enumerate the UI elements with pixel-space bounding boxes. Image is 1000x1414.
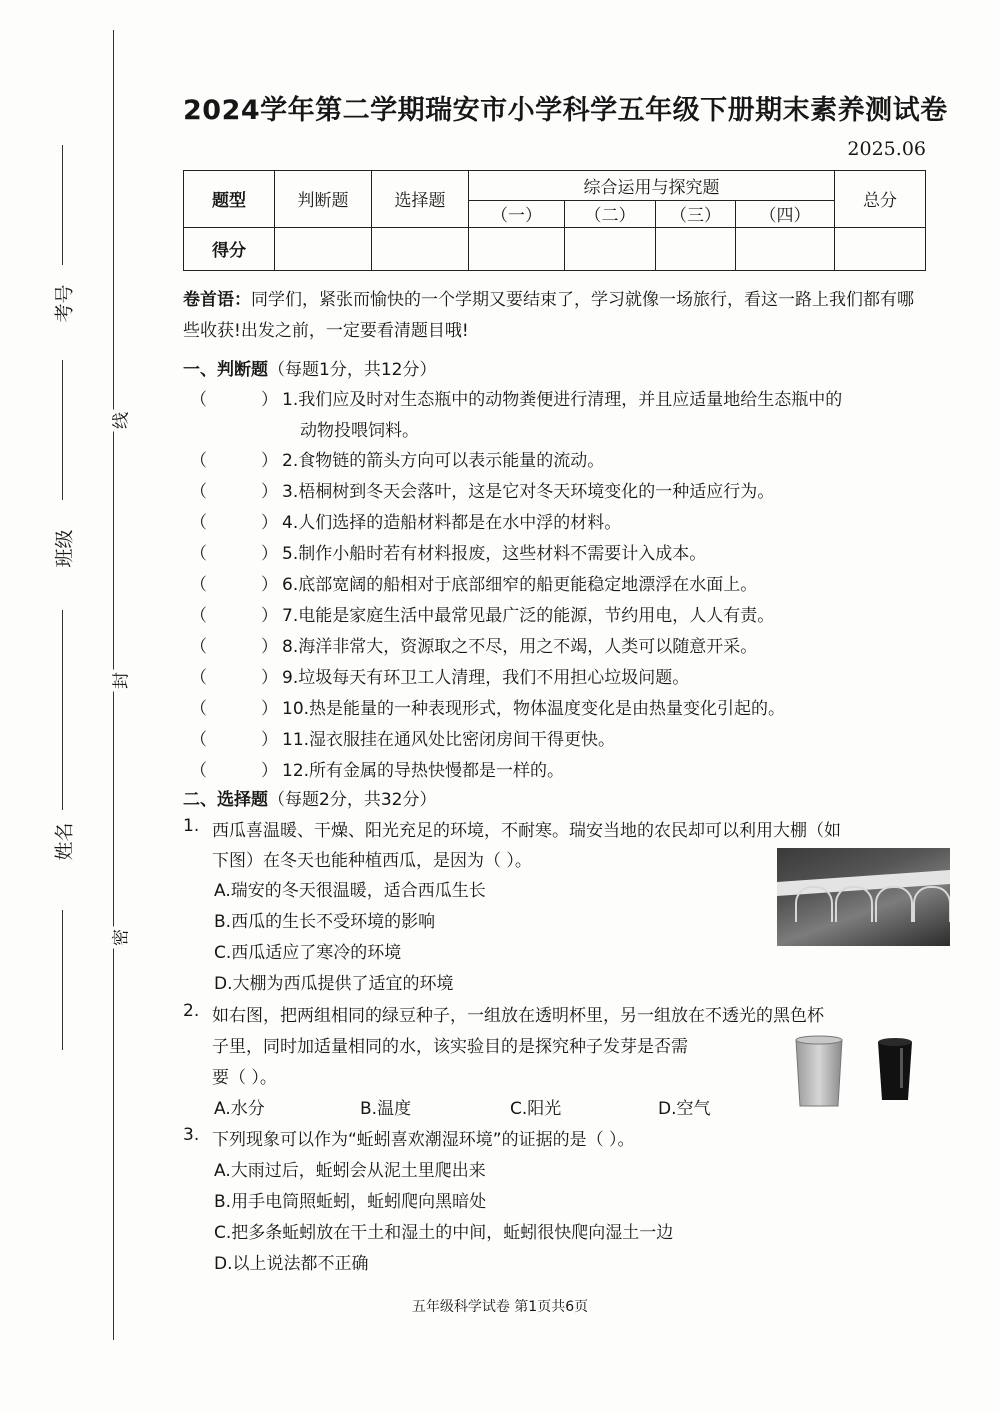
cups-illustration — [786, 1030, 926, 1110]
comp-sub-3: （三） — [656, 201, 736, 227]
tf-item-text-cont: 动物投喂饲料。 — [300, 421, 419, 441]
tf-answer-blank[interactable] — [190, 539, 282, 564]
intro-text: 同学们，紧张而愉快的一个学期又要结束了，学习就像一场旅行，看这一路上我们都有哪些收获!出发之前，一定要看清题目哦! — [183, 290, 914, 341]
tf-paren-open: （ — [190, 761, 207, 781]
tf-item — [190, 756, 930, 781]
tf-answer-blank[interactable] — [190, 508, 282, 533]
q3-option-d[interactable]: D.以上说法都不正确 — [214, 1254, 369, 1274]
tf-answer-blank[interactable] — [190, 477, 282, 502]
q3-option-c[interactable]: C.把多条蚯蚓放在干土和湿土的中间，蚯蚓很快爬向湿土一边 — [214, 1223, 674, 1243]
q2-line2: 子里，同时加适量相同的水，该实验目的是探究种子发芽是否需 — [212, 1037, 688, 1057]
tf-answer-blank[interactable] — [190, 632, 282, 657]
tf-paren-close: ） — [261, 575, 278, 595]
tf-item — [190, 632, 930, 657]
exam-no-label: 考号 — [53, 284, 76, 323]
tf-paren-open: （ — [190, 699, 207, 719]
tf-paren-open: （ — [190, 575, 207, 595]
section1-title: 一、判断题 — [183, 360, 268, 380]
tf-paren-close: ） — [261, 390, 278, 410]
tf-paren-close: ） — [261, 668, 278, 688]
tf-paren-close: ） — [261, 513, 278, 533]
score-cell-total[interactable] — [835, 227, 926, 270]
q3-line1: 下列现象可以作为“蚯蚓喜欢潮湿环境”的证据的是（ ）。 — [212, 1130, 635, 1150]
tf-item — [190, 446, 930, 471]
tf-label: 判断题 — [275, 171, 372, 228]
seal-seal-char: 封 — [107, 670, 132, 692]
q3-option-b[interactable]: B.用手电筒照蚯蚓，蚯蚓爬向黑暗处 — [214, 1192, 487, 1212]
q2-option-b[interactable]: B.温度 — [360, 1099, 412, 1119]
tf-paren-close: ） — [261, 544, 278, 564]
paper-title: 2024学年第二学期瑞安市小学科学五年级下册期末素养测试卷 — [183, 95, 948, 126]
tf-paren-open: （ — [190, 390, 207, 410]
tf-item-text: 8.海洋非常大，资源取之不尽，用之不竭，人类可以随意开采。 — [282, 637, 758, 657]
score-cell-comp-4[interactable] — [736, 227, 835, 270]
q1-option-d[interactable]: D.大棚为西瓜提供了适宜的环境 — [214, 974, 454, 994]
comp-sub-2: （二） — [565, 201, 656, 227]
transparent-cup-rim — [796, 1036, 842, 1044]
tf-item-text: 10.热是能量的一种表现形式，物体温度变化是由热量变化引起的。 — [282, 699, 786, 719]
tf-paren-open: （ — [190, 451, 207, 471]
q2-line3: 要（ ）。 — [212, 1068, 277, 1088]
tf-answer-blank[interactable] — [190, 725, 282, 750]
greenhouse-photo — [777, 848, 950, 946]
q2-option-d[interactable]: D.空气 — [658, 1099, 711, 1119]
tf-paren-open: （ — [190, 513, 207, 533]
tf-paren-close: ） — [261, 606, 278, 626]
section1-note: （每题1分，共12分） — [268, 360, 437, 380]
score-cell-comp-3[interactable] — [656, 227, 736, 270]
tf-item — [190, 539, 930, 564]
tf-item — [190, 694, 930, 719]
transparent-cup — [796, 1040, 842, 1106]
tf-answer-blank[interactable] — [190, 446, 282, 471]
tf-item-text: 2.食物链的箭头方向可以表示能量的流动。 — [282, 451, 605, 471]
tf-paren-close: ） — [261, 730, 278, 750]
tf-answer-blank[interactable] — [190, 601, 282, 626]
q2-option-a[interactable]: A.水分 — [214, 1099, 265, 1119]
tf-item-text: 9.垃圾每天有环卫工人清理，我们不用担心垃圾问题。 — [282, 668, 690, 688]
tf-item-text: 12.所有金属的导热快慢都是一样的。 — [282, 761, 565, 781]
tf-item — [190, 477, 930, 502]
comp-sub-4: （四） — [736, 201, 835, 227]
q3-option-a[interactable]: A.大雨过后，蚯蚓会从泥土里爬出来 — [214, 1161, 486, 1181]
tf-paren-close: ） — [261, 451, 278, 471]
tf-paren-close: ） — [261, 761, 278, 781]
class-blank[interactable] — [62, 360, 63, 500]
intro-paragraph — [183, 285, 928, 347]
q1-line1: 西瓜喜温暖、干燥、阳光充足的环境，不耐寒。瑞安当地的农民却可以利用大棚（如 — [212, 821, 841, 841]
section2-note: （每题2分，共32分） — [268, 790, 437, 810]
q3-number: 3. — [183, 1125, 200, 1145]
tf-item-text: 6.底部宽阔的船相对于底部细窄的船更能稳定地漂浮在水面上。 — [282, 575, 758, 595]
seal-secret-char: 密 — [107, 927, 132, 949]
tf-item — [190, 725, 930, 750]
score-label: 得分 — [184, 227, 275, 270]
choice-label: 选择题 — [372, 171, 469, 228]
score-cell-comp-2[interactable] — [565, 227, 656, 270]
section2-title: 二、选择题 — [183, 790, 268, 810]
tf-item — [190, 570, 930, 595]
q1-option-c[interactable]: C.西瓜适应了寒冷的环境 — [214, 943, 402, 963]
q2-number: 2. — [183, 1001, 200, 1021]
tf-item-text: 7.电能是家庭生活中最常见最广泛的能源，节约用电，人人有责。 — [282, 606, 775, 626]
tf-paren-close: ） — [261, 482, 278, 502]
tf-paren-open: （ — [190, 730, 207, 750]
tf-paren-open: （ — [190, 482, 207, 502]
tf-paren-open: （ — [190, 606, 207, 626]
seal-line-char: 线 — [107, 410, 132, 432]
tf-paren-close: ） — [261, 699, 278, 719]
tf-answer-blank[interactable] — [190, 756, 282, 781]
q1-number: 1. — [183, 816, 200, 836]
q2-line1: 如右图，把两组相同的绿豆种子，一组放在透明杯里，另一组放在不透光的黑色杯 — [212, 1006, 824, 1026]
tf-paren-open: （ — [190, 544, 207, 564]
black-cup-rim — [878, 1038, 912, 1046]
tf-paren-open: （ — [190, 637, 207, 657]
bottom-blank — [62, 910, 63, 1050]
page-footer: 五年级科学试卷 第1页共6页 — [411, 1299, 589, 1315]
q1-line2: 下图）在冬天也能种植西瓜，是因为（ ）。 — [212, 851, 532, 871]
tf-item-text: 11.湿衣服挂在通风处比密闭房间干得更快。 — [282, 730, 616, 750]
tf-paren-open: （ — [190, 668, 207, 688]
q1-option-b[interactable]: B.西瓜的生长不受环境的影响 — [214, 912, 436, 932]
tf-item-text: 1.我们应及时对生态瓶中的动物粪便进行清理，并且应适量地给生态瓶中的 — [282, 390, 843, 410]
tf-item — [190, 663, 930, 688]
q1-option-a[interactable]: A.瑞安的冬天很温暖，适合西瓜生长 — [214, 881, 486, 901]
tf-answer-blank[interactable] — [190, 663, 282, 688]
tf-item — [190, 601, 930, 626]
name-blank[interactable] — [62, 610, 63, 810]
tf-answer-blank[interactable] — [190, 694, 282, 719]
comp-sub-1: （一） — [469, 201, 565, 227]
score-table — [183, 170, 926, 271]
total-label: 总分 — [835, 171, 926, 228]
name-label: 姓名 — [53, 822, 76, 861]
tf-item — [190, 385, 930, 441]
black-cup-shine — [900, 1048, 903, 1088]
intro-lead: 卷首语： — [183, 290, 251, 310]
tf-answer-blank[interactable] — [190, 570, 282, 595]
section2-heading — [183, 785, 436, 810]
score-cell-choice[interactable] — [372, 227, 469, 270]
score-cell-comp-1[interactable] — [469, 227, 565, 270]
tf-answer-blank[interactable] — [190, 385, 282, 410]
black-cup — [878, 1042, 912, 1100]
section1-heading — [183, 355, 436, 380]
comp-label: 综合运用与探究题 — [469, 171, 835, 201]
type-label: 题型 — [184, 171, 275, 228]
score-cell-tf[interactable] — [275, 227, 372, 270]
exam-no-blank[interactable] — [62, 145, 63, 265]
tf-item-text: 5.制作小船时若有材料报废，这些材料不需要计入成本。 — [282, 544, 707, 564]
tf-item-text: 3.梧桐树到冬天会落叶，这是它对冬天环境变化的一种适应行为。 — [282, 482, 775, 502]
tf-item-text: 4.人们选择的造船材料都是在水中浮的材料。 — [282, 513, 622, 533]
tf-paren-close: ） — [261, 637, 278, 657]
paper-date: 2025.06 — [847, 138, 926, 160]
q2-option-c[interactable]: C.阳光 — [510, 1099, 562, 1119]
tf-item — [190, 508, 930, 533]
class-label: 班级 — [53, 529, 76, 568]
